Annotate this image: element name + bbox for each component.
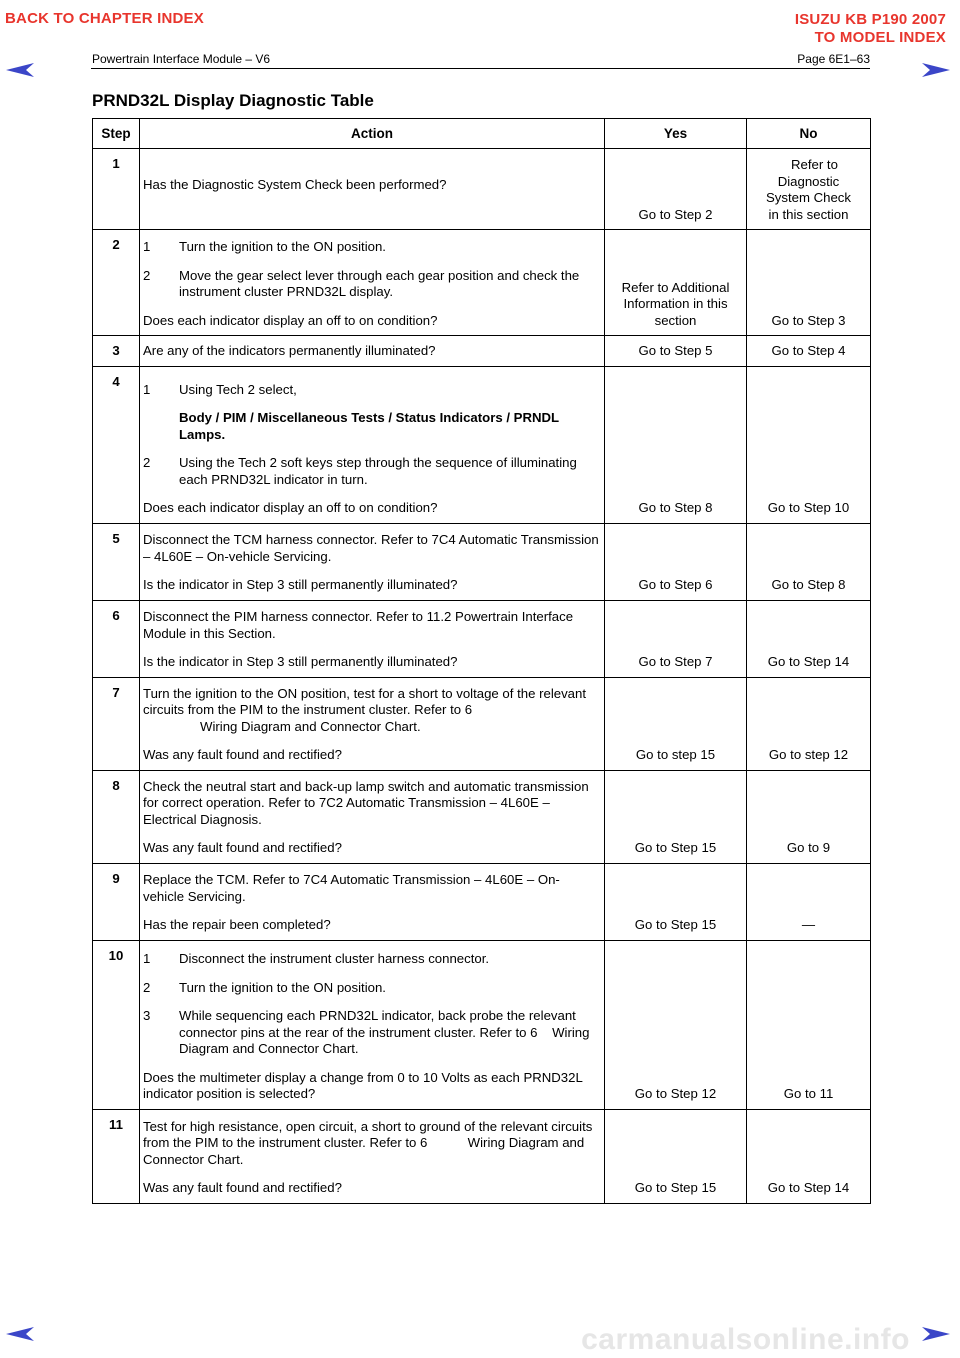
action-question: Is the indicator in Step 3 still permanently illuminated? (143, 654, 458, 669)
table-row (93, 940, 871, 1109)
action-text: Disconnect the PIM harness connector. Refer to 11.2 Powertrain Interface Module in this Section. (143, 609, 574, 641)
table-row (93, 770, 871, 863)
action-text: Disconnect the TCM harness connector. Refer to 7C4 Automatic Transmission – 4L60E – On-vehicle Servicing. (143, 532, 599, 564)
action-cell (140, 600, 605, 677)
no-cell: Go to Step 10 (747, 366, 871, 523)
action-cell (140, 230, 605, 336)
action-question: Is the indicator in Step 3 still permanently illuminated? (143, 577, 458, 592)
next-page-arrow-icon-bottom[interactable] (920, 1326, 950, 1342)
list-item (143, 1008, 600, 1058)
no-cell: — (747, 863, 871, 940)
step-number: 5 (93, 523, 140, 600)
action-text: Check the neutral start and back-up lamp switch and automatic transmission for correct operation. Refer to 7C2 Automatic Transmission – 4L60E – Electrical Diagnosis. (143, 778, 589, 827)
action-cell (140, 863, 605, 940)
model-title[interactable]: ISUZU KB P190 2007 (794, 11, 946, 28)
action-question: Has the repair been completed? (143, 917, 331, 932)
table-row (93, 230, 871, 336)
list-item (143, 268, 600, 301)
no-line: in this section (768, 206, 849, 222)
action-text (143, 686, 600, 736)
list-item (143, 239, 600, 256)
watermark: carmanualsonline.info (581, 1323, 910, 1356)
list-item (143, 951, 600, 968)
action-question: Was any fault found and rectified? (143, 840, 342, 855)
list-text: Disconnect the instrument cluster harness connector. (179, 951, 490, 966)
table-header-row (93, 119, 871, 149)
no-cell: Go to 9 (747, 770, 871, 863)
no-line: Diagnostic (777, 173, 840, 189)
action-text-part: Wiring Diagram and Connector Chart. (200, 718, 421, 734)
step-number: 9 (93, 863, 140, 940)
list-item (143, 455, 600, 488)
yes-cell: Go to Step 5 (605, 336, 747, 367)
table-row (93, 366, 871, 523)
table-row (93, 149, 871, 230)
list-number: 1 (143, 381, 151, 397)
no-cell: Go to 11 (747, 940, 871, 1109)
list-text: Using the Tech 2 soft keys step through the sequence of illuminating each PRND32L indicator in turn. (179, 455, 577, 487)
no-cell (747, 149, 871, 230)
list-item (143, 980, 600, 997)
col-no: No (747, 119, 871, 149)
yes-cell: Go to Step 15 (605, 770, 747, 863)
yes-cell: Go to Step 2 (605, 149, 747, 230)
no-cell: Go to Step 8 (747, 523, 871, 600)
yes-cell: Go to step 15 (605, 677, 747, 770)
action-question: Are any of the indicators permanently illuminated? (143, 343, 436, 358)
table-row (93, 863, 871, 940)
step-number: 8 (93, 770, 140, 863)
list-text: Using Tech 2 select, (179, 381, 297, 397)
action-question: Was any fault found and rectified? (143, 1180, 342, 1195)
page-number: Page 6E1–63 (797, 52, 870, 66)
list-text: Turn the ignition to the ON position. (179, 979, 386, 995)
previous-page-arrow-icon-bottom[interactable] (6, 1326, 36, 1342)
yes-cell: Go to Step 15 (605, 1109, 747, 1203)
list-item (143, 382, 600, 399)
action-cell (140, 149, 605, 230)
table-row (93, 677, 871, 770)
no-cell: Go to Step 3 (747, 230, 871, 336)
table-row (93, 1109, 871, 1203)
list-text: Move the gear select lever through each gear position and check the instrument cluster PRND32L display. (179, 267, 580, 299)
diagnostic-table (92, 118, 871, 1204)
list-number: 3 (143, 1008, 151, 1023)
list-number: 2 (143, 267, 151, 283)
tech2-menu-path: Body / PIM / Miscellaneous Tests / Status Indicators / PRNDL Lamps. (179, 410, 559, 442)
yes-cell: Go to Step 12 (605, 940, 747, 1109)
action-cell (140, 366, 605, 523)
step-number: 2 (93, 230, 140, 336)
step-number: 10 (93, 940, 140, 1109)
no-cell: Go to step 12 (747, 677, 871, 770)
step-number: 4 (93, 366, 140, 523)
yes-cell: Go to Step 7 (605, 600, 747, 677)
no-cell: Go to Step 4 (747, 336, 871, 367)
action-text: Replace the TCM. Refer to 7C4 Automatic Transmission – 4L60E – On-vehicle Servicing. (143, 872, 560, 904)
action-cell (140, 1109, 605, 1203)
back-to-chapter-index-link[interactable]: BACK TO CHAPTER INDEX (5, 10, 204, 27)
yes-cell: Go to Step 8 (605, 366, 747, 523)
action-cell (140, 336, 605, 367)
action-text-part: Turn the ignition to the ON position, test for a short to voltage of the relevant circuits from the PIM to the instrument cluster. Refer to 6 (143, 685, 587, 717)
step-number: 6 (93, 600, 140, 677)
action-cell (140, 523, 605, 600)
list-text: While sequencing each PRND32L indicator, back probe the relevant connector pins at the rear of the instrument cluster. Refer to 6 Wiring Diagram and Connector Chart. (179, 1008, 594, 1056)
action-question: Does each indicator display an off to on condition? (143, 312, 438, 328)
to-model-index-label[interactable]: TO MODEL INDEX (814, 29, 946, 46)
col-action: Action (140, 119, 605, 149)
action-cell (140, 770, 605, 863)
action-question: Does each indicator display an off to on condition? (143, 500, 438, 515)
action-cell (140, 940, 605, 1109)
table-row (93, 523, 871, 600)
list-number: 2 (143, 455, 151, 470)
table-row (93, 336, 871, 367)
no-line: System Check (765, 190, 851, 205)
yes-cell: Refer to Additional Information in this section (605, 230, 747, 336)
page-title: PRND32L Display Diagnostic Table (92, 91, 374, 110)
list-number: 1 (143, 239, 151, 254)
yes-cell: Go to Step 6 (605, 523, 747, 600)
action-text: Test for high resistance, open circuit, a short to ground of the relevant circuits from the PIM to the instrument cluster. Refer to 6 Wiring Diagram and Connector Chart. (143, 1118, 597, 1167)
no-cell: Go to Step 14 (747, 600, 871, 677)
list-text: Turn the ignition to the ON position. (179, 239, 386, 254)
next-page-arrow-icon[interactable] (920, 62, 950, 78)
table-row (93, 600, 871, 677)
step-number: 7 (93, 677, 140, 770)
list-number: 1 (143, 951, 151, 966)
action-question: Has the Diagnostic System Check been performed? (143, 177, 447, 192)
no-cell: Go to Step 14 (747, 1109, 871, 1203)
header-divider (91, 68, 870, 69)
step-number: 1 (93, 149, 140, 230)
previous-page-arrow-icon[interactable] (6, 62, 36, 78)
action-question: Does the multimeter display a change from 0 to 10 Volts as each PRND32L indicator position is selected? (143, 1069, 583, 1101)
no-line: Refer to (791, 157, 838, 172)
action-cell (140, 677, 605, 770)
step-number: 3 (93, 336, 140, 367)
list-number: 2 (143, 979, 151, 995)
col-step: Step (93, 119, 140, 149)
to-model-index-link[interactable] (795, 11, 946, 47)
yes-cell: Go to Step 15 (605, 863, 747, 940)
step-number: 11 (93, 1109, 140, 1203)
action-question: Was any fault found and rectified? (143, 747, 342, 762)
page-header-section: Powertrain Interface Module – V6 (92, 52, 271, 66)
col-yes: Yes (605, 119, 747, 149)
